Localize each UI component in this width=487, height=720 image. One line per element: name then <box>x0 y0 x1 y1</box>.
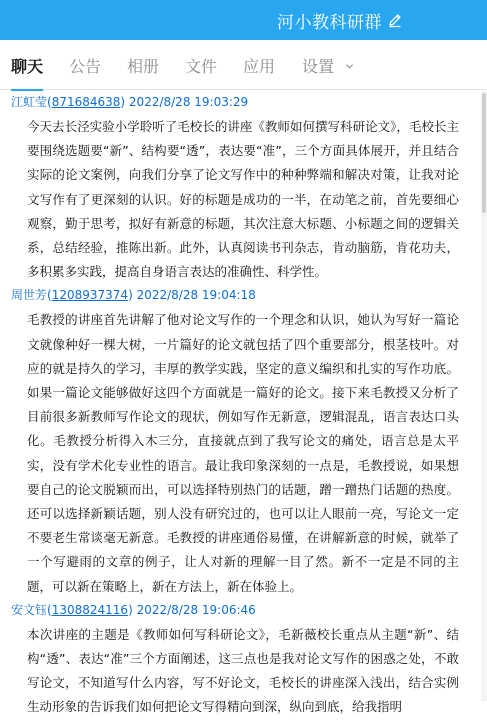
sender-name[interactable]: 江虹莹 <box>11 95 48 109</box>
message-text: 毛教授的讲座首先讲解了他对论文写作的一个理念和认识，她认为写好一篇论文就像种好一棵大树，一片篇好的论文就包括了四个重要部分，根茎枝叶。对应的就是持久的学习，丰厚的教学实践，坚定的意义编织和扎实的写作功底。如果一篇论文能够做好这四个方面就是一篇好的论文。接下来毛教授又分析了目前很多新教师写作论文的现状，例如写作无新意，逻辑混乱，语言表达口头化。毛教授分析得入木三分，直接就点到了我写论文的痛处，语言总是太平实，没有学术化专业性的语言。最让我印象深刻的一点是，毛教授说，如果想要自己的论文脱颖而出，可以选择特别热门的话题，蹭一蹭热门话题的热度。还可以选择新颖话题，别人没有研究过的，也可以让人眼前一亮，写论文一定不要老生常谈毫无新意。毛教授的讲座通俗易懂，在讲解新意的时候，就举了一个写避雨的文章的例子，让人对新的理解一目了然。新不一定是不同的主题，可以新在策略上，新在方法上，新在体验上。 <box>27 312 459 594</box>
sender-qq-link[interactable]: 1308824116 <box>51 602 129 617</box>
message-header: 江虹莹(871684638) 2022/8/28 19:03:29 <box>11 95 249 109</box>
message-timestamp: 2022/8/28 19:04:18 <box>136 288 256 303</box>
message-header: 安文钰(1308824116) 2022/8/28 19:06:46 <box>11 602 256 617</box>
tab-apps[interactable] <box>243 40 275 90</box>
tab-label: 相册 <box>127 57 160 76</box>
sender-name[interactable]: 周世芳 <box>11 288 48 303</box>
sender-qq-link[interactable]: 871684638 <box>51 95 121 109</box>
sender-name[interactable]: 安文钰 <box>11 602 48 617</box>
group-name: 河小教科研群 <box>277 12 382 33</box>
tab-album[interactable] <box>127 40 159 90</box>
message-timestamp: 2022/8/28 19:03:29 <box>128 95 249 109</box>
tab-label: 聊天 <box>11 57 44 76</box>
chevron-down-icon <box>345 62 354 71</box>
tab-label: 应用 <box>243 57 276 76</box>
sender-qq-link[interactable]: 1208937374 <box>51 288 129 303</box>
tab-bar <box>0 40 487 90</box>
tab-label: 设置 <box>302 57 335 76</box>
pencil-edit-icon[interactable] <box>387 12 403 28</box>
message-text: 今天去长泾实验小学聆听了毛校长的讲座《教师如何撰写科研论文》，毛校长主要围绕选题要“新”、结构要“透”，表达要“准”，三个方面具体展开，并且结合实际的论文案例，向我们分享了论文写作中的种种弊端和解决对策，让我对论文写作有了更深刻的认识。好的标题是成功的一半，在动笔之前，首先要细心观察，勤于思考，拟好有新意的标题，其次注意大标题、小标题之间的逻辑关系，总结经验，推陈出新。此外，认真阅读书刊杂志，肯动脑筋，肯花功夫，多积累多实践，提高自身语言表达的准确性、科学性。 <box>27 119 459 280</box>
message-text: 本次讲座的主题是《教师如何写科研论文》，毛新薇校长重点从主题“新”、结构“透”、表达“准”三个方面阐述，这三点也是我对论文写作的困惑之处，不敢写论文，不知道写什么内容，写不好论文，毛校长的讲座深入浅出，结合实例生动形象的告诉我们如何把论文写得精向到深，纵向到底，给我指明 <box>27 626 459 715</box>
message-header: 周世芳(1208937374) 2022/8/28 19:04:18 <box>11 288 256 303</box>
chat-scrollbar[interactable] <box>481 91 487 701</box>
tab-label: 公告 <box>69 57 102 76</box>
group-title[interactable] <box>0 0 403 40</box>
tab-settings[interactable] <box>302 40 354 90</box>
tab-files[interactable] <box>185 40 217 90</box>
message-timestamp: 2022/8/28 19:06:46 <box>136 602 256 617</box>
tab-label: 文件 <box>185 57 218 76</box>
chat-log <box>0 91 481 715</box>
chat-message <box>0 599 481 720</box>
chat-message <box>0 284 481 598</box>
scrollbar-thumb[interactable] <box>482 93 486 213</box>
tab-announcements[interactable] <box>69 40 101 90</box>
tab-chat[interactable] <box>11 40 43 90</box>
title-bar <box>0 0 487 40</box>
chat-message <box>0 91 481 284</box>
